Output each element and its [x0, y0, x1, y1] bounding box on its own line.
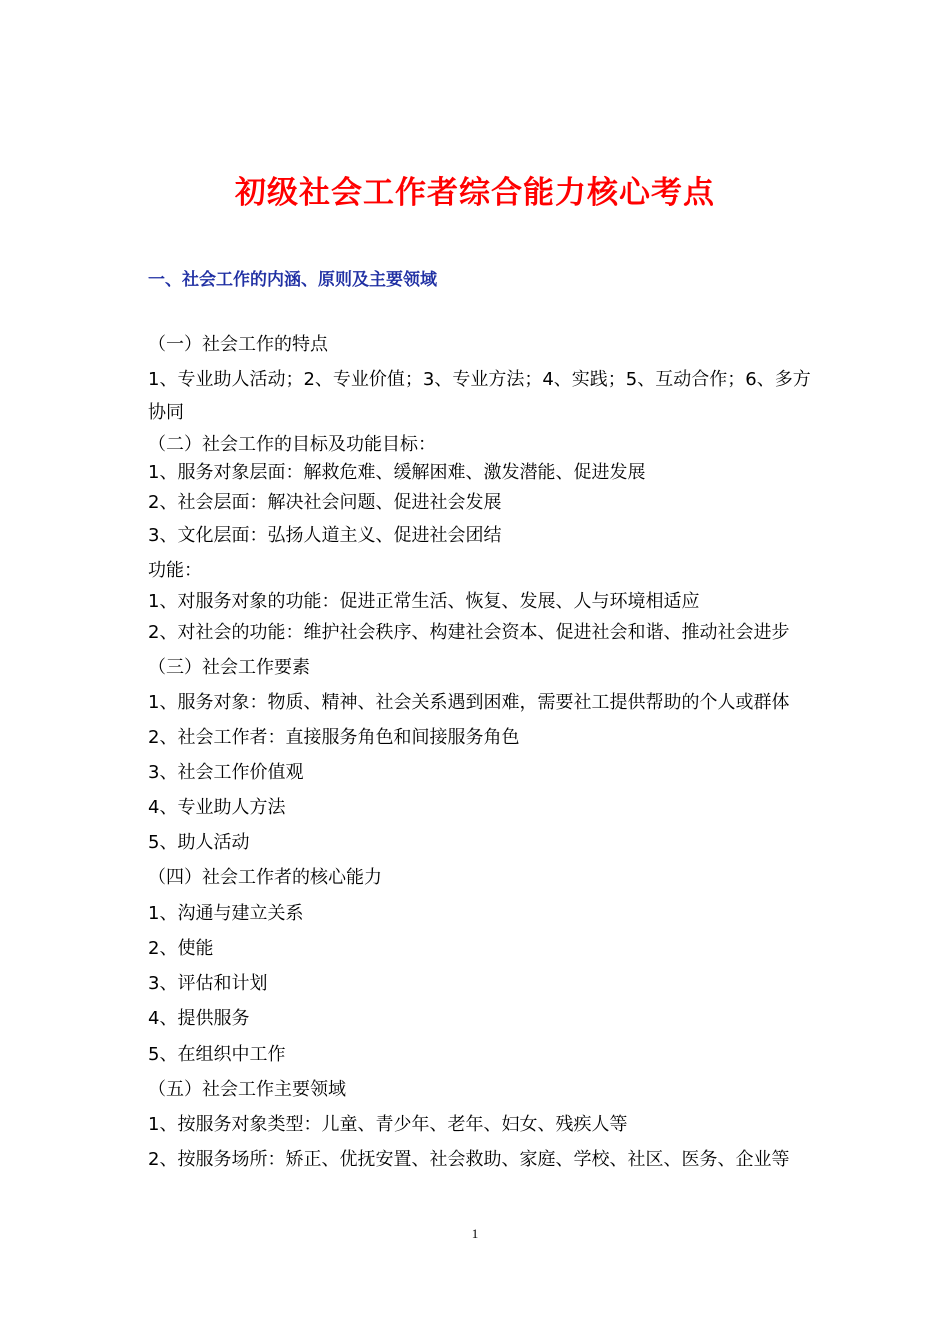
page-number: 1 [471, 1226, 479, 1241]
text-line: 3、文化层面：弘扬人道主义、促进社会团结 [148, 525, 502, 546]
document-title: 初级社会工作者综合能力核心考点 [235, 175, 715, 211]
text-line: 1、按服务对象类型：儿童、青少年、老年、妇女、残疾人等 [148, 1114, 628, 1135]
text-line: 2、对社会的功能：维护社会秩序、构建社会资本、促进社会和谐、推动社会进步 [148, 622, 790, 643]
text-line: 3、社会工作价值观 [148, 762, 304, 783]
subsection-heading: （三）社会工作要素 [148, 657, 310, 678]
text-line: 1、对服务对象的功能：促进正常生活、恢复、发展、人与环境相适应 [148, 591, 700, 612]
text-line: 2、使能 [148, 938, 214, 959]
text-line: 4、提供服务 [148, 1008, 250, 1029]
text-line: 2、按服务场所：矫正、优抚安置、社会救助、家庭、学校、社区、医务、企业等 [148, 1149, 790, 1170]
text-line: 1、服务对象：物质、精神、社会关系遇到困难，需要社工提供帮助的个人或群体 [148, 692, 790, 713]
subsection-heading: （四）社会工作者的核心能力 [148, 867, 382, 888]
text-line: 4、专业助人方法 [148, 797, 286, 818]
subsection-heading: （二）社会工作的目标及功能目标： [148, 434, 436, 455]
text-line: 5、在组织中工作 [148, 1044, 286, 1065]
text-line: 5、助人活动 [148, 832, 250, 853]
section-heading: 一、社会工作的内涵、原则及主要领域 [148, 270, 437, 290]
subsection-heading: （一）社会工作的特点 [148, 334, 328, 355]
text-line: 2、社会工作者：直接服务角色和间接服务角色 [148, 727, 520, 748]
text-line: 功能： [148, 560, 202, 581]
text-line: 2、社会层面：解决社会问题、促进社会发展 [148, 492, 502, 513]
text-line: 1、专业助人活动；2、专业价值；3、专业方法；4、实践；5、互动合作；6、多方 [148, 369, 811, 390]
text-line: 协同 [148, 402, 184, 423]
text-line: 1、沟通与建立关系 [148, 903, 304, 924]
text-line: 1、服务对象层面：解救危难、缓解困难、激发潜能、促进发展 [148, 462, 646, 483]
text-line: 3、评估和计划 [148, 973, 268, 994]
subsection-heading: （五）社会工作主要领域 [148, 1079, 346, 1100]
